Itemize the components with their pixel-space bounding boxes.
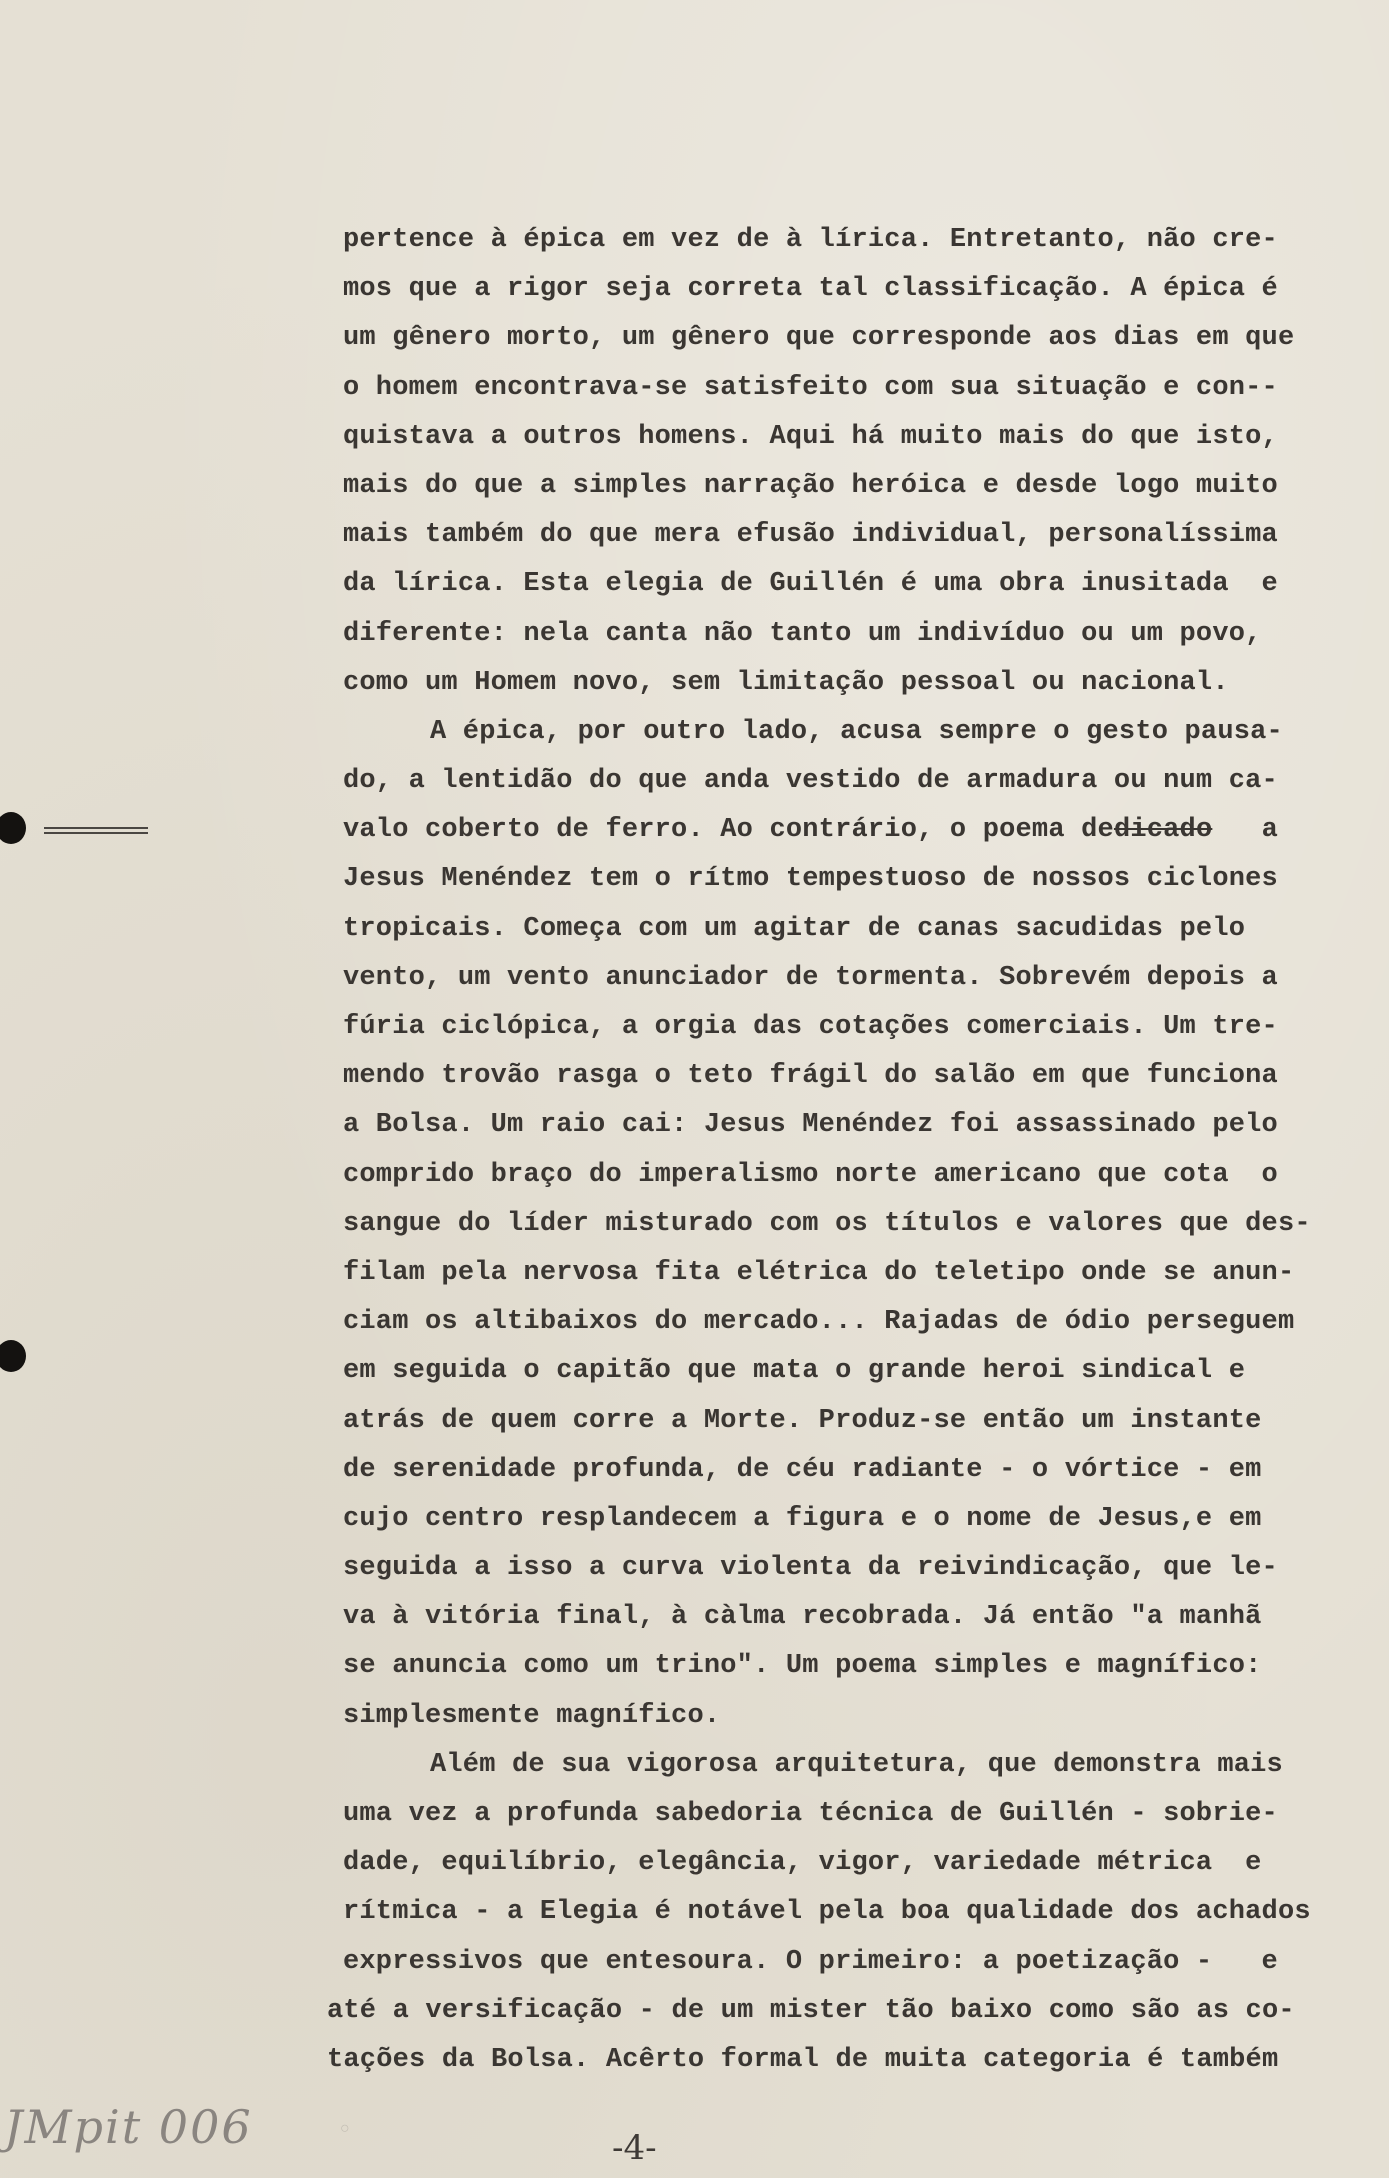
- text-line: em seguida o capitão que mata o grande heroi sindical e: [343, 1356, 1246, 1387]
- text-line: quistava a outros homens. Aqui há muito mais do que isto,: [343, 421, 1278, 452]
- text-line: sangue do líder misturado com os títulos e valores que des-: [343, 1208, 1311, 1239]
- text-line: como um Homem novo, sem limitação pessoal ou nacional.: [343, 667, 1229, 698]
- text-line: [343, 806, 1373, 855]
- text-segment: valo coberto de ferro. Ao contrário, o poema de: [343, 815, 1114, 846]
- paragraph-start-line: Além de sua vigorosa arquitetura, que demonstra mais: [430, 1749, 1283, 1780]
- text-line: tropicais. Começa com um agitar de canas sacudidas pelo: [343, 913, 1246, 944]
- handwritten-archive-note: JMpit 006: [4, 2100, 253, 2154]
- text-line: expressivos que entesoura. O primeiro: a poetização - e: [343, 1946, 1278, 1977]
- text-line: até a versificação - de um mister tão baixo como são as co-: [327, 1995, 1295, 2026]
- text-line: do, a lentidão do que anda vestido de armadura ou num ca-: [343, 766, 1278, 797]
- text-line: simplesmente magnífico.: [343, 1700, 721, 1731]
- typewritten-body: [327, 216, 1373, 2085]
- text-line: mais também do que mera efusão individual, personalíssima: [343, 520, 1278, 551]
- text-line: a Bolsa. Um raio cai: Jesus Menéndez foi assassinado pelo: [343, 1110, 1278, 1141]
- text-line: comprido braço do imperalismo norte americano que cota o: [343, 1159, 1278, 1190]
- text-line: uma vez a profunda sabedoria técnica de Guillén - sobrie-: [343, 1799, 1278, 1829]
- text-line: va à vitória final, à càlma recobrada. Já então "a manhã: [343, 1602, 1262, 1633]
- text-line: o homem encontrava-se satisfeito com sua situação e con--: [343, 372, 1278, 403]
- struck-out-text: dicado: [1113, 815, 1213, 846]
- text-line: pertence à épica em vez de à lírica. Entretanto, não cre-: [343, 225, 1278, 255]
- text-line: atrás de quem corre a Morte. Produz-se então um instante: [343, 1405, 1262, 1436]
- text-line: da lírica. Esta elegia de Guillén é uma obra inusitada e: [343, 569, 1278, 600]
- margin-double-line-mark: [44, 827, 148, 835]
- text-line: mendo trovão rasga o teto frágil do salão em que funciona: [343, 1061, 1278, 1092]
- punch-hole: [0, 1340, 26, 1372]
- faint-stamp-mark: ○: [340, 2120, 350, 2138]
- text-line: fúria ciclópica, a orgia das cotações comerciais. Um tre-: [343, 1012, 1278, 1042]
- text-line: seguida a isso a curva violenta da reivindicação, que le-: [343, 1553, 1278, 1584]
- text-line: mais do que a simples narração heróica e desde logo muito: [343, 470, 1278, 501]
- text-line: Jesus Menéndez tem o rítmo tempestuoso de nossos ciclones: [343, 864, 1278, 895]
- text-line: cujo centro resplandecem a figura e o nome de Jesus,e em: [343, 1503, 1262, 1534]
- text-line: um gênero morto, um gênero que corresponde aos dias em que: [343, 323, 1295, 354]
- text-line: de serenidade profunda, de céu radiante - o vórtice - em: [343, 1454, 1262, 1485]
- text-segment: a: [1212, 815, 1278, 846]
- text-line: se anuncia como um trino". Um poema simples e magnífico:: [343, 1651, 1262, 1682]
- text-line: ciam os altibaixos do mercado... Rajadas de ódio perseguem: [343, 1307, 1295, 1338]
- text-line: rítmica - a Elegia é notável pela boa qualidade dos achados: [343, 1897, 1311, 1928]
- page-number: -4-: [612, 2128, 657, 2168]
- text-line: vento, um vento anunciador de tormenta. Sobrevém depois a: [343, 962, 1278, 993]
- text-line: tações da Bolsa. Acêrto formal de muita categoria é também: [327, 2044, 1279, 2075]
- paragraph-start-line: A épica, por outro lado, acusa sempre o gesto pausa-: [430, 716, 1283, 747]
- punch-hole: [0, 812, 26, 844]
- text-line: diferente: nela canta não tanto um indivíduo ou um povo,: [343, 618, 1262, 649]
- text-line: filam pela nervosa fita elétrica do teletipo onde se anun-: [343, 1257, 1295, 1288]
- text-line: mos que a rigor seja correta tal classificação. A épica é: [343, 274, 1278, 305]
- text-line: dade, equilíbrio, elegância, vigor, variedade métrica e: [343, 1848, 1262, 1879]
